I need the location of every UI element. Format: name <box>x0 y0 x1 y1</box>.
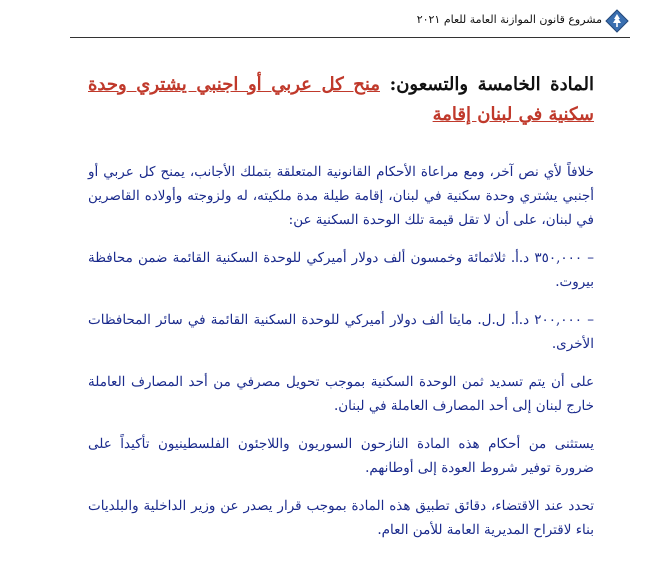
article-subject: منح كل عربي أو اجنبي يشتري وحدة سكنية في لبنان إقامة <box>88 74 594 125</box>
bullet-dash: – <box>587 312 594 328</box>
bullet-text: ٣٥٠,٠٠٠ د.أ. ثلاثمائة وخمسون ألف دولار أميركي للوحدة السكنية القائمة ضمن محافظة بيروت. <box>88 250 594 290</box>
header-divider <box>70 37 630 38</box>
article-body <box>88 70 594 556</box>
document-title: مشروع قانون الموازنة العامة للعام ٢٠٢١ <box>416 13 602 26</box>
payment-paragraph: على أن يتم تسديد ثمن الوحدة السكنية بموجب تحويل مصرفي من أحد المصارف العاملة خارج لبنان إلى أحد المصارف العاملة في لبنان. <box>88 374 594 414</box>
bullet-item <box>88 246 594 294</box>
decree-paragraph: تحدد عند الاقتضاء، دقائق تطبيق هذه المادة بموجب قرار يصدر عن وزير الداخلية والبلديات بناء لاقتراح المديرية العامة للأمن العام. <box>88 498 594 538</box>
article-label: المادة الخامسة والتسعون: <box>389 74 594 95</box>
page-header <box>0 0 670 40</box>
bullet-item <box>88 308 594 356</box>
article-heading <box>88 70 594 130</box>
bullet-text: ٢٠٠,٠٠٠ د.أ. ل.ل. مايتا ألف دولار أميركي للوحدة السكنية القائمة في سائر المحافظات الأخرى. <box>88 312 594 352</box>
intro-paragraph: خلافاً لأي نص آخر، ومع مراعاة الأحكام القانونية المتعلقة بتملك الأجانب، يمنح كل عربي أو أجنبي يشتري وحدة سكنية في لبنان، إقامة طيلة مدة ملكيته، له ولزوجته وأولاده القاصرين في لبنان، على أن لا تقل قيمة تلك الوحدة السكنية عن: <box>88 164 594 228</box>
exclusion-paragraph: يستثنى من أحكام هذه المادة النازحون السوريون واللاجئون الفلسطينيون تأكيداً على ضرورة توفير شروط العودة إلى أوطانهم. <box>88 436 594 476</box>
cedar-emblem-icon <box>604 8 630 34</box>
bullet-dash: – <box>587 250 594 266</box>
